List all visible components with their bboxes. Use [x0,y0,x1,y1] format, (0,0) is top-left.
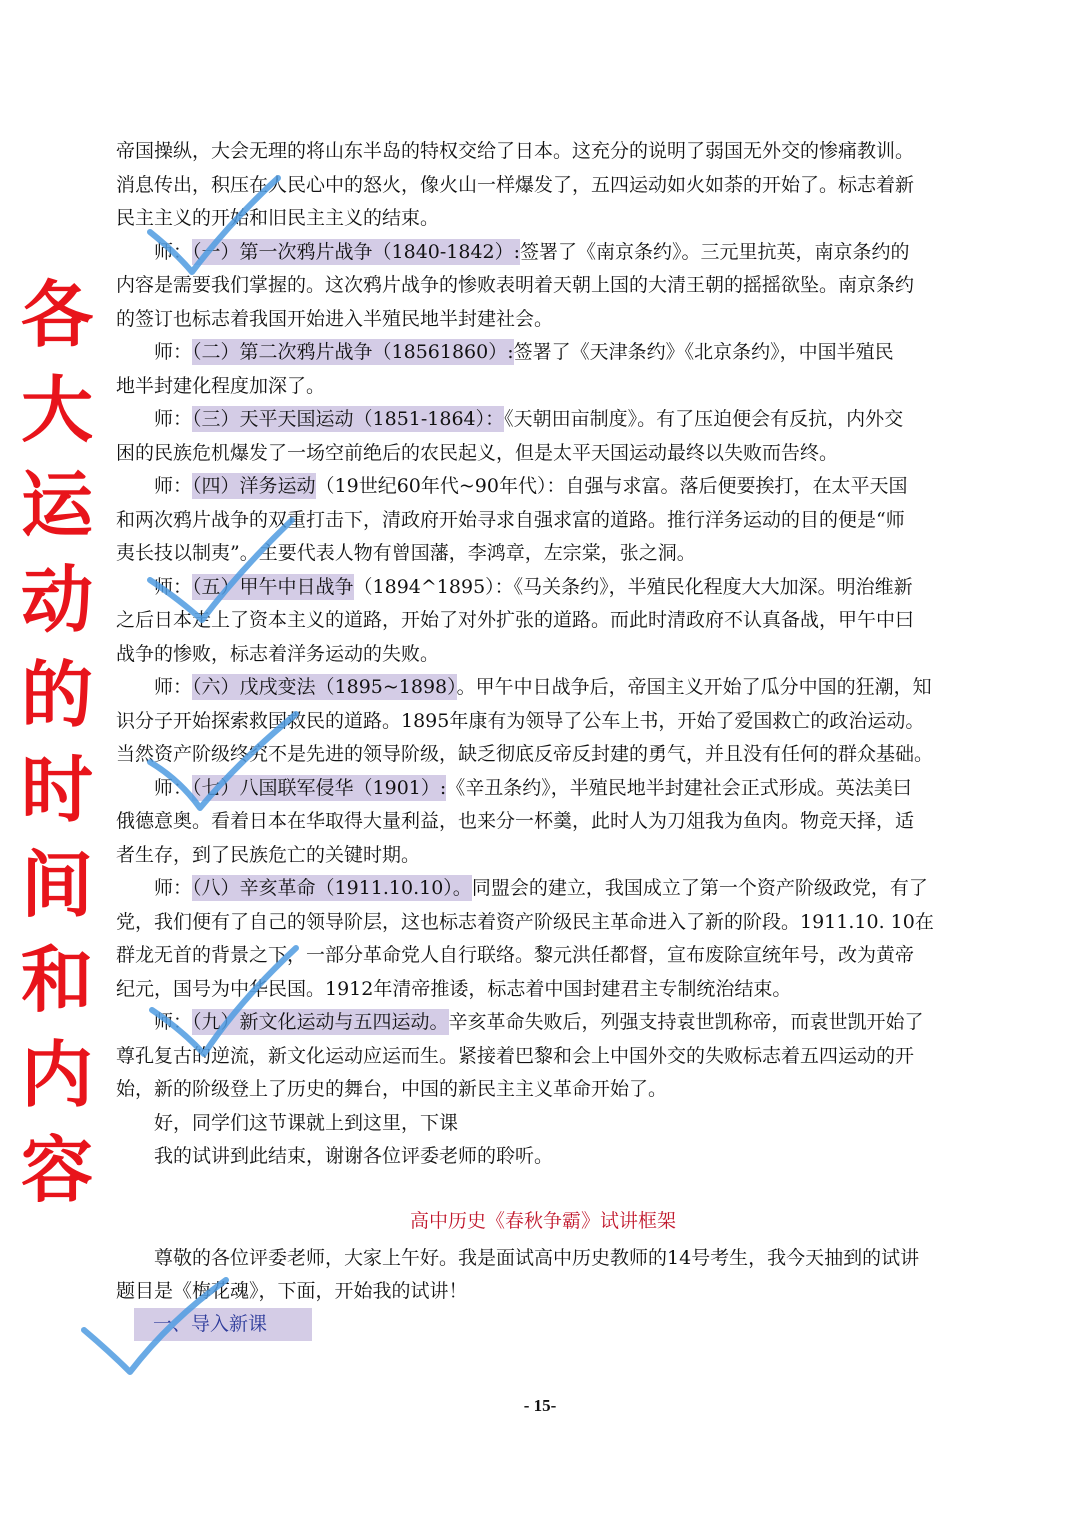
text-line: 夷长技以制夷”。主要代表人物有曾国藩，李鸿章，左宗棠，张之洞。 [116,542,696,564]
event-heading-line [116,872,928,905]
event-heading-line [116,1006,924,1039]
side-title-char: 和 [20,938,93,1022]
event-detail: 签署了《天津条约》《北京条约》，中国半殖民 [513,341,894,363]
event-heading-line [116,336,894,369]
side-title-char: 内 [20,1033,93,1117]
text-line: 我的试讲到此结束，谢谢各位评委老师的聆听。 [116,1145,554,1167]
highlighted-event-title: （二）第二次鸦片战争（18561860）: [192,341,514,363]
side-title-char: 各 [20,273,93,357]
speaker-label: 师： [116,877,193,899]
highlighted-event-title: （五）甲午中日战争 [192,575,354,598]
highlighted-event-title: （一）第一次鸦片战争（1840-1842）: [192,240,521,263]
text-line: 战争的惨败，标志着洋务运动的失败。 [116,642,440,665]
text-line: 和两次鸦片战争的双重打击下，清政府开始寻求自强求富的道路。推行洋务运动的目的便是“师 [116,508,905,531]
text-line: 内容是需要我们掌握的。这次鸦片战争的惨败表明着天朝上国的大清王朝的摇摇欲坠。南京条约 [116,274,915,296]
highlighted-event-title: （三）天平天国运动（1851-1864）： [192,408,505,430]
side-title-char: 运 [20,463,93,547]
speaker-label: 师： [116,240,193,263]
text-line: 地半封建化程度加深了。 [116,374,326,397]
event-heading-line [116,236,910,269]
text-line: 群龙无首的背景之下，一部分革命党人自行联络。黎元洪任都督，宣布废除宣统年号，改为黄帝 [116,944,915,966]
intro-line-2: 题目是《梅花魂》，下面，开始我的试讲！ [116,1280,468,1302]
event-detail: 《辛丑条约》，半殖民地半封建社会正式形成。英法美曰 [446,776,912,799]
speaker-label: 师： [116,475,193,497]
text-line: 消息传出，积压在人民心中的怒火，像火山一样爆发了，五四运动如火如荼的开始了。标志着新 [116,173,915,196]
text-line: 始，新的阶级登上了历史的舞台，中国的新民主主义革命开始了。 [116,1078,668,1100]
highlighted-event-title: （六）戊戌变法（1895~1898） [192,676,457,698]
highlighted-event-title: （八）辛亥革命（1911.10.10）。 [192,877,472,899]
event-detail: 同盟会的建立，我国成立了第一个资产阶级政党，有了 [471,877,928,899]
text-line: 好，同学们这节课就上到这里，下课 [116,1111,459,1134]
side-title-char: 大 [20,368,93,452]
text-line: 困的民族危机爆发了一场空前绝后的农民起义，但是太平天国运动最终以失败而告终。 [116,441,839,464]
highlighted-event-title: （四）洋务运动 [192,475,316,497]
text-line: 识分子开始探索救国救民的道路。1895年康有为领导了公车上书，开始了爱国救亡的政治运动。 [116,709,925,732]
event-heading-line [116,671,932,704]
side-title-char: 时 [20,748,93,832]
side-title-char: 的 [20,653,93,737]
side-title-char: 容 [20,1128,93,1212]
event-detail: （1894^1895）：《马关条约》，半殖民化程度大大加深。明治维新 [353,575,913,598]
text-line: 帝国操纵，大会无理的将山东半岛的特权交给了日本。这充分的说明了弱国无外交的惨痛教训。 [116,140,915,162]
side-title-char: 动 [20,558,93,642]
speaker-label: 师： [116,575,193,598]
text-line: 之后日本走上了资本主义的道路，开始了对外扩张的道路。而此时清政府不认真备战，甲午中曰 [116,609,915,631]
event-detail: 辛亥革命失败后，列强支持袁世凯称帝，而袁世凯开始了 [448,1011,924,1033]
text-line: 尊孔复古的逆流，新文化运动应运而生。紧接着巴黎和会上中国外交的失败标志着五四运动的开 [116,1044,915,1067]
event-detail: 《天朝田亩制度》。有了压迫便会有反抗，内外交 [504,408,904,430]
speaker-label: 师： [116,341,193,363]
text-line: 党，我们便有了自己的领导阶层，这也标志着资产阶级民主革命进入了新的阶段。1911.10. 10在 [116,910,934,933]
text-line: 俄德意奥。看着日本在华取得大量利益，也来分一杯羹，此时人为刀俎我为鱼肉。物竞天择，适 [116,810,915,832]
page-number: - 15- [523,1396,557,1415]
event-heading-line [116,772,912,805]
text-line: 民主主义的开始和旧民主主义的结束。 [116,207,440,229]
speaker-label: 师： [116,676,193,698]
text-line: 者生存，到了民族危亡的关键时期。 [116,843,421,866]
event-detail: 签署了《南京条约》。三元里抗英，南京条约的 [520,240,910,263]
text-line: 的签订也标志着我国开始进入半殖民地半封建社会。 [116,307,554,330]
speaker-label: 师： [116,776,193,799]
event-detail: 。甲午中日战争后，帝国主义开始了瓜分中国的狂潮，知 [456,676,932,698]
text-line: 当然资产阶级终究不是先进的领导阶级，缺乏彻底反帝反封建的勇气，并且没有任何的群众基础。 [116,743,934,765]
event-heading-line [116,470,907,503]
side-title-char: 间 [20,843,93,927]
highlighted-event-title: （九）新文化运动与五四运动。 [192,1011,449,1033]
text-line: 纪元，国号为中华民国。1912年清帝推诿，标志着中国封建君主专制统治结束。 [116,977,792,1000]
event-detail: （19世纪60年代~90年代）：自强与求富。落后便要挨打，在太平天国 [315,475,908,497]
event-heading-line [116,403,903,436]
sub-heading-import-new-lesson: 一、导入新课 [134,1308,312,1341]
side-title [14,268,100,1218]
event-heading-line [116,571,913,604]
intro-line-1: 尊敬的各位评委老师，大家上午好。我是面试高中历史教师的14号考生，我今天抽到的试讲 [116,1247,920,1269]
section-title: 高中历史《春秋争霸》试讲框架 [410,1210,677,1232]
highlighted-event-title: （七）八国联军侵华（1901）: [192,776,447,799]
speaker-label: 师： [116,408,193,430]
speaker-label: 师： [116,1011,193,1033]
